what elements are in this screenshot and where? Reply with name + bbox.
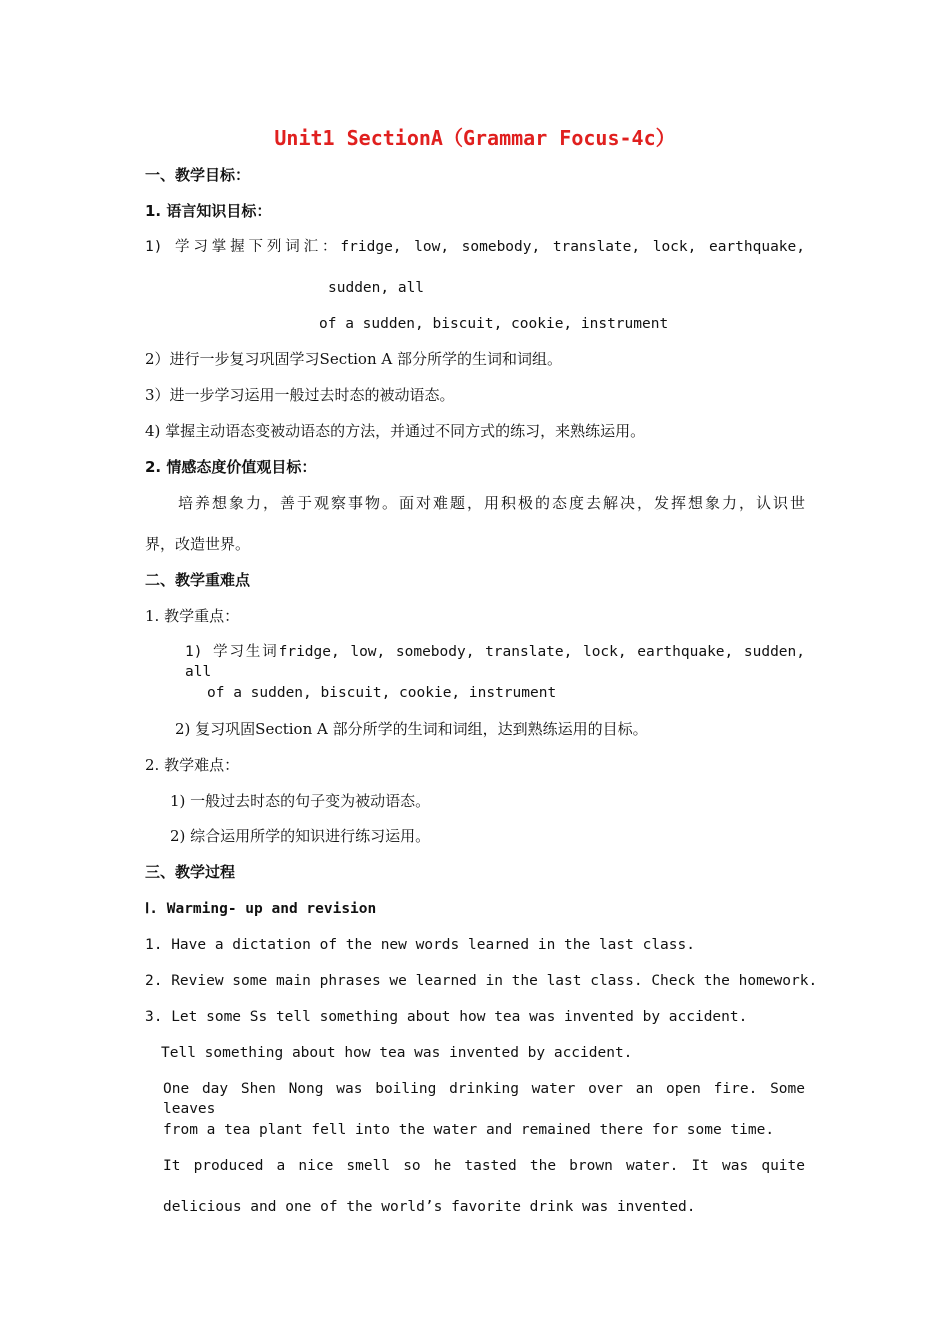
tea-story-line-4: delicious and one of the world’s favorite drink was invented. <box>163 1199 696 1215</box>
warming-step-1: 1. Have a dictation of the new words learned in the last class. <box>145 937 695 953</box>
key-point-1-line-2: of a sudden, biscuit, cookie, instrument <box>207 685 557 701</box>
tea-story-line-3: It produced a nice smell so he tasted the brown water. It was quite <box>163 1158 805 1174</box>
vocab-line-1: 1) 学习掌握下列词汇：fridge, low, somebody, translate, lock, earthquake, <box>145 239 805 255</box>
key-point-1-line-1: 1) 学习生词fridge, low, somebody, translate, lock, earthquake, sudden, all <box>185 644 805 680</box>
vocab-line-2: sudden, all <box>328 280 425 296</box>
tea-story-line-1: One day Shen Nong was boiling drinking water over an open fire. Some leaves <box>163 1081 805 1117</box>
emotion-paragraph-line-2: 界，改造世界。 <box>145 535 251 553</box>
emotion-paragraph-line-1: 培养想象力，善于观察事物。面对难题，用积极的态度去解决，发挥想象力，认识世 <box>178 494 805 512</box>
tea-story-intro: Tell something about how tea was invented by accident. <box>161 1045 633 1061</box>
difficult-point-1: 1) 一般过去时态的句子变为被动语态。 <box>170 792 431 810</box>
goal-item-4: 4) 掌握主动语态变被动语态的方法，并通过不同方式的练习，来熟练运用。 <box>145 422 646 440</box>
goal-item-3: 3）进一步学习运用一般过去时态的被动语态。 <box>145 386 455 404</box>
section-heading-process: 三、教学过程 <box>145 863 236 881</box>
section-heading-goals: 一、教学目标： <box>145 166 251 184</box>
goal-item-2: 2）进行一步复习巩固学习Section A 部分所学的生词和词组。 <box>145 350 562 368</box>
warming-step-3: 3. Let some Ss tell something about how tea was invented by accident. <box>145 1009 748 1025</box>
subheading-language-goals: 1. 语言知识目标： <box>145 202 272 220</box>
difficult-point-2: 2) 综合运用所学的知识进行练习运用。 <box>170 827 431 845</box>
difficult-points-label: 2. 教学难点： <box>145 756 240 774</box>
warming-up-heading: Ⅰ. Warming- up and revision <box>145 901 377 917</box>
key-point-2: 2) 复习巩固Section A 部分所学的生词和词组，达到熟练运用的目标。 <box>175 720 648 738</box>
document-title: Unit1 SectionA（Grammar Focus-4c） <box>274 126 676 150</box>
tea-story-line-2: from a tea plant fell into the water and remained there for some time. <box>163 1122 775 1138</box>
vocab-line-3: of a sudden, biscuit, cookie, instrument <box>319 316 669 332</box>
subheading-emotion-goals: 2. 情感态度价值观目标： <box>145 458 317 476</box>
warming-step-2: 2. Review some main phrases we learned in the last class. Check the homework. <box>145 973 818 989</box>
section-heading-key-points: 二、教学重难点 <box>145 571 251 589</box>
key-points-label: 1. 教学重点： <box>145 607 240 625</box>
